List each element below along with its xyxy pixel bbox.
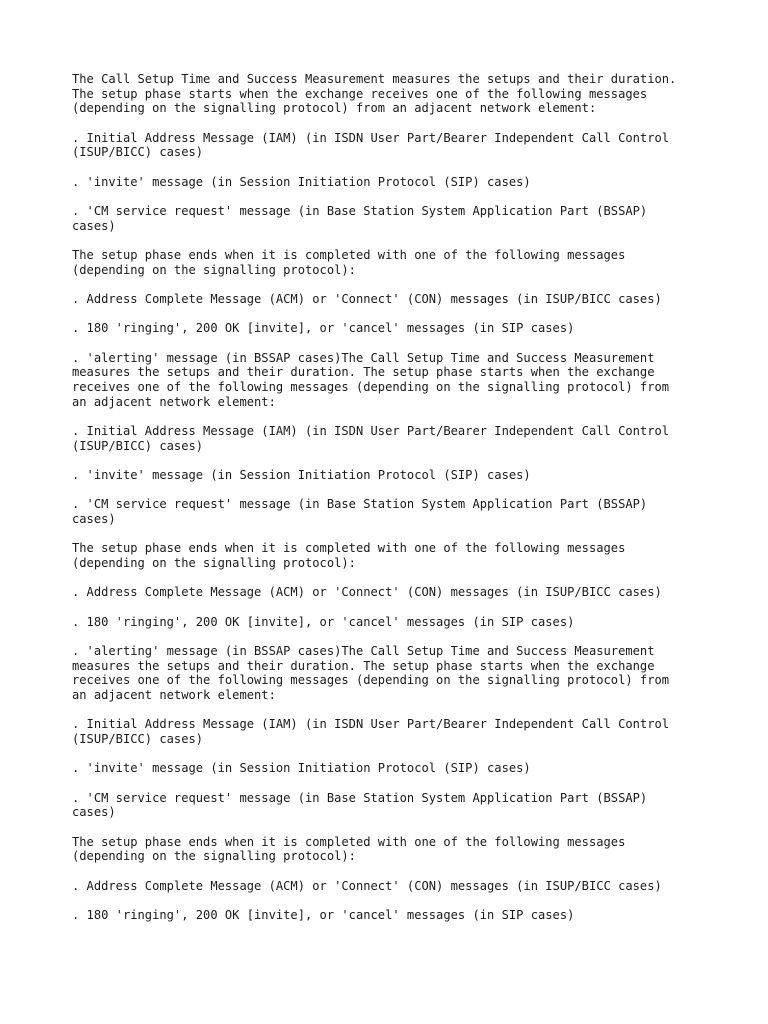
list-item: . 'alerting' message (in BSSAP cases)The Call Setup Time and Success Measurement measures the setups and their duration. The setup phase starts when the exchange receives one of the following messages (depending on the signalling protocol) from an adjacent network element:: [72, 643, 670, 702]
list-item: . 'CM service request' message (in Base Station System Application Part (BSSAP) cases): [72, 497, 648, 526]
list-item: . 180 'ringing', 200 OK [invite], or 'cancel' messages (in SIP cases): [72, 321, 575, 336]
body-paragraph: The setup phase ends when it is completed with one of the following messages (depending on the signalling protocol):: [72, 541, 626, 570]
intro-paragraph: The Call Setup Time and Success Measurement measures the setups and their duration. The setup phase starts when the exchange receives one of the following messages (depending on the signalling protocol) from an adjacent network element:: [72, 72, 677, 116]
list-item: . Address Complete Message (ACM) or 'Connect' (CON) messages (in ISUP/BICC cases): [72, 292, 662, 306]
list-item: . 'invite' message (in Session Initiation Protocol (SIP) cases): [72, 468, 531, 482]
list-item: . 'alerting' message (in BSSAP cases)The Call Setup Time and Success Measurement measures the setups and their duration. The setup phase starts when the exchange receives one of the following messages (depending on the signalling protocol) from an adjacent network element:: [72, 350, 670, 409]
document-page: [72, 72, 712, 937]
list-item: . 'invite' message (in Session Initiation Protocol (SIP) cases): [72, 174, 531, 189]
body-paragraph: The setup phase ends when it is completed with one of the following messages (depending on the signalling protocol):: [72, 248, 626, 277]
list-item: . 'CM service request' message (in Base Station System Application Part (BSSAP) cases): [72, 204, 648, 233]
list-item: . Initial Address Message (IAM) (in ISDN User Part/Bearer Independent Call Control (ISUP/BICC) cases): [72, 717, 670, 746]
list-item: . Initial Address Message (IAM) (in ISDN User Part/Bearer Independent Call Control (ISUP/BICC) cases): [72, 130, 670, 160]
list-item: . 'invite' message (in Session Initiation Protocol (SIP) cases): [72, 761, 531, 776]
body-paragraph: The setup phase ends when it is completed with one of the following messages (depending on the signalling protocol):: [72, 834, 626, 864]
list-item: . 180 'ringing', 200 OK [invite], or 'cancel' messages (in SIP cases): [72, 907, 575, 922]
list-item: . 'CM service request' message (in Base Station System Application Part (BSSAP) cases): [72, 790, 648, 820]
list-item: . Initial Address Message (IAM) (in ISDN User Part/Bearer Independent Call Control (ISUP/BICC) cases): [72, 424, 670, 453]
list-item: . 180 'ringing', 200 OK [invite], or 'cancel' messages (in SIP cases): [72, 614, 575, 629]
list-item: . Address Complete Message (ACM) or 'Connect' (CON) messages (in ISUP/BICC cases): [72, 878, 662, 893]
list-item: . Address Complete Message (ACM) or 'Connect' (CON) messages (in ISUP/BICC cases): [72, 585, 662, 600]
